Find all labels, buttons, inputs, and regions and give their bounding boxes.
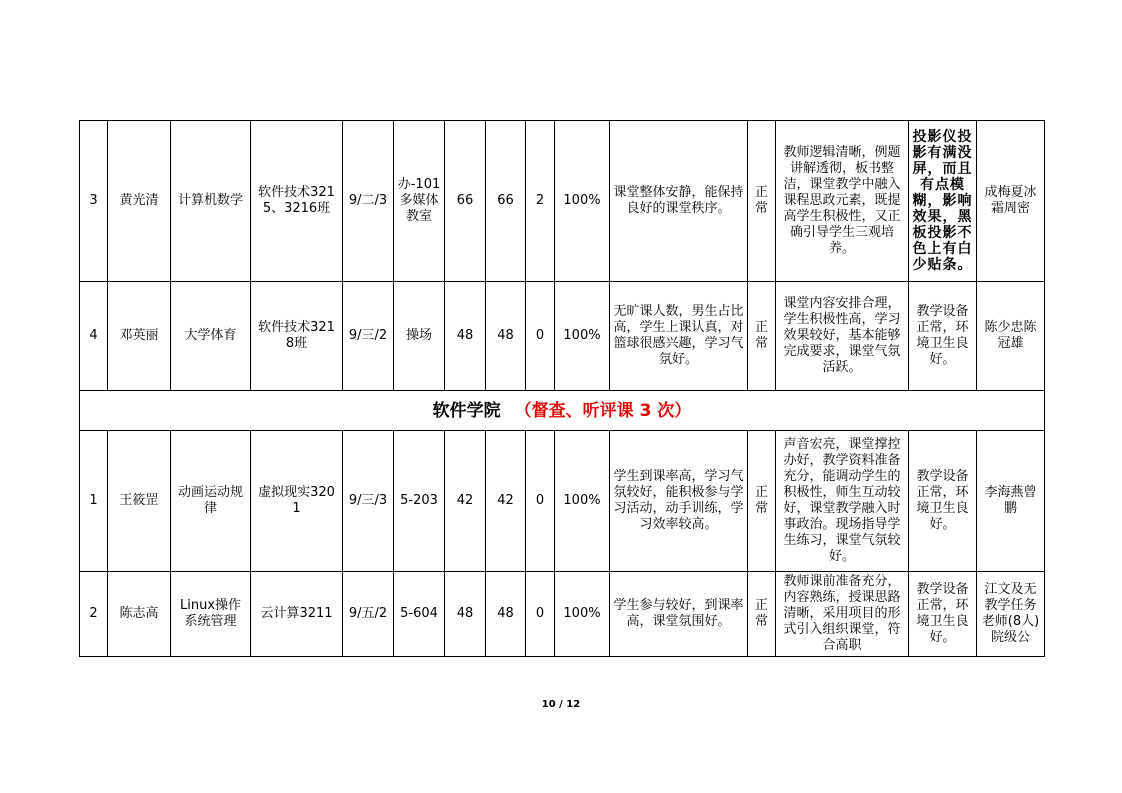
students-absent: 0 xyxy=(526,431,555,572)
student-situation: 学生到课率高，学习气氛较好，能积极参与学习活动，动手训练，学习效率较高。 xyxy=(610,431,748,572)
students-expected: 66 xyxy=(445,121,486,282)
attendance-rate: 100% xyxy=(555,121,610,282)
environment-note: 投影仪投影有满没屏，而且有点模糊，影响效果，黑板投影不色上有白少贴条。 xyxy=(909,121,977,282)
class-time: 9/二/3 xyxy=(343,121,394,282)
class-name: 云计算3211 xyxy=(251,572,343,657)
inspectors: 成梅夏冰霜周密 xyxy=(977,121,1045,282)
row-number: 1 xyxy=(80,431,108,572)
course-name: Linux操作系统管理 xyxy=(171,572,251,657)
table-row xyxy=(80,572,1045,657)
attendance-rate: 100% xyxy=(555,572,610,657)
row-number: 3 xyxy=(80,121,108,282)
environment-note: 教学设备正常，环境卫生良好。 xyxy=(909,282,977,391)
teacher-name: 王筱罡 xyxy=(108,431,171,572)
students-expected: 42 xyxy=(445,431,486,572)
class-time: 9/三/2 xyxy=(343,282,394,391)
teacher-name: 黄光清 xyxy=(108,121,171,282)
class-name: 虚拟现实3201 xyxy=(251,431,343,572)
student-situation: 学生参与较好，到课率高，课堂氛围好。 xyxy=(610,572,748,657)
students-present: 48 xyxy=(486,282,526,391)
attendance-rate: 100% xyxy=(555,282,610,391)
row-number: 2 xyxy=(80,572,108,657)
section-title: 软件学院 xyxy=(432,400,501,421)
students-absent: 0 xyxy=(526,282,555,391)
inspection-table xyxy=(79,120,1045,657)
students-absent: 0 xyxy=(526,572,555,657)
table-row xyxy=(80,121,1045,282)
section-header-row xyxy=(80,391,1045,431)
teaching-situation: 教师逻辑清晰，例题讲解透彻，板书整洁，课堂教学中融入课程思政元素，既提高学生积极性，又正确引导学生三观培养。 xyxy=(776,121,909,282)
students-expected: 48 xyxy=(445,282,486,391)
classroom: 5-203 xyxy=(394,431,445,572)
inspectors: 李海燕曾鹏 xyxy=(977,431,1045,572)
page-number: 10 / 12 xyxy=(541,699,581,710)
classroom: 5-604 xyxy=(394,572,445,657)
environment-note: 教学设备正常，环境卫生良好。 xyxy=(909,572,977,657)
students-present: 66 xyxy=(486,121,526,282)
order-status: 正常 xyxy=(748,121,776,282)
course-name: 动画运动规律 xyxy=(171,431,251,572)
inspectors: 陈少忠陈冠雄 xyxy=(977,282,1045,391)
section-note: （督查、听评课 3 次） xyxy=(514,400,692,421)
student-situation: 无旷课人数，男生占比高，学生上课认真，对篮球很感兴趣，学习气氛好。 xyxy=(610,282,748,391)
course-name: 计算机数学 xyxy=(171,121,251,282)
classroom: 办-101多媒体教室 xyxy=(394,121,445,282)
class-name: 软件技术3218班 xyxy=(251,282,343,391)
classroom: 操场 xyxy=(394,282,445,391)
class-name: 软件技术3215、3216班 xyxy=(251,121,343,282)
student-situation: 课堂整体安静，能保持良好的课堂秩序。 xyxy=(610,121,748,282)
students-present: 48 xyxy=(486,572,526,657)
order-status: 正常 xyxy=(748,572,776,657)
teacher-name: 邓英丽 xyxy=(108,282,171,391)
teacher-name: 陈志高 xyxy=(108,572,171,657)
class-time: 9/三/3 xyxy=(343,431,394,572)
table-row xyxy=(80,431,1045,572)
row-number: 4 xyxy=(80,282,108,391)
class-time: 9/五/2 xyxy=(343,572,394,657)
attendance-rate: 100% xyxy=(555,431,610,572)
teaching-situation: 声音宏亮，课堂撑控办好，教学资料准备充分，能调动学生的积极性，师生互动较好，课堂教学融入时事政治。现场指导学生练习，课堂气氛较好。 xyxy=(776,431,909,572)
students-present: 42 xyxy=(486,431,526,572)
environment-note: 教学设备正常，环境卫生良好。 xyxy=(909,431,977,572)
order-status: 正常 xyxy=(748,431,776,572)
teaching-situation: 课堂内容安排合理，学生积极性高，学习效果较好，基本能够完成要求，课堂气氛活跃。 xyxy=(776,282,909,391)
section-header xyxy=(80,391,1045,431)
students-expected: 48 xyxy=(445,572,486,657)
students-absent: 2 xyxy=(526,121,555,282)
order-status: 正常 xyxy=(748,282,776,391)
inspectors: 江文及无教学任务老师(8人)院级公 xyxy=(977,572,1045,657)
course-name: 大学体育 xyxy=(171,282,251,391)
teaching-situation: 教师课前准备充分，内容熟练，授课思路清晰，采用项目的形式引入组织课堂，符合高职 xyxy=(776,572,909,657)
table-row xyxy=(80,282,1045,391)
